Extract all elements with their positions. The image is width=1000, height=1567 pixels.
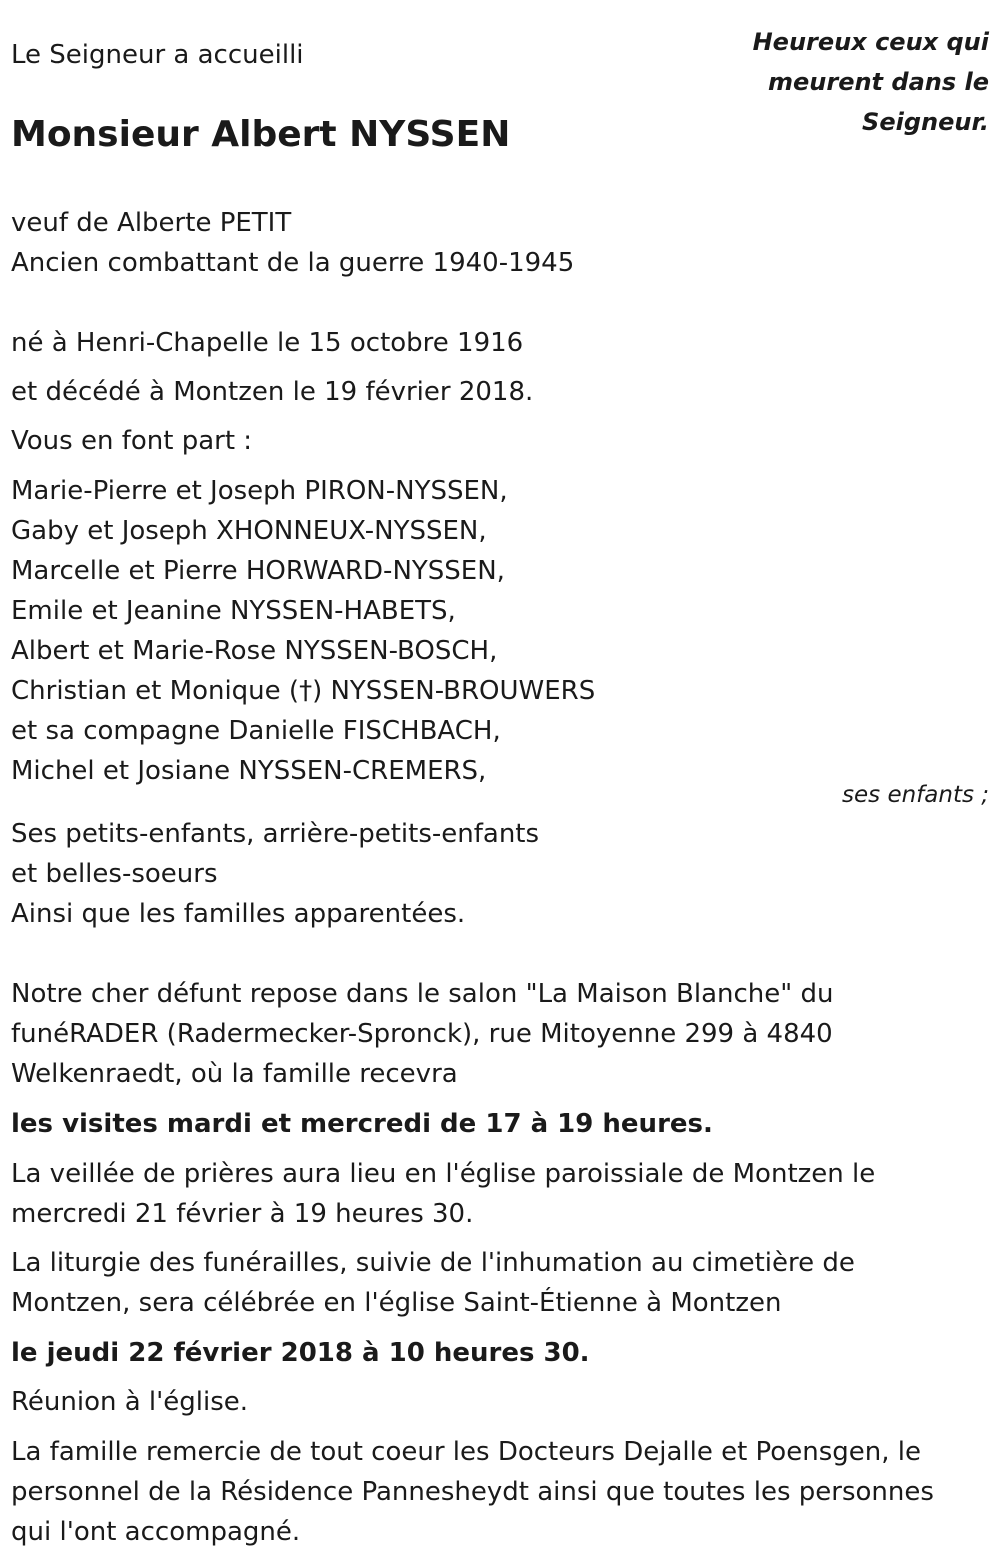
family-line: Ainsi que les familles apparentées. (11, 899, 466, 929)
repose-line: funéRADER (Radermecker-Spronck), rue Mitoyenne 299 à 4840 (11, 1019, 833, 1049)
repose-line: Notre cher défunt repose dans le salon "La Maison Blanche" du (11, 979, 834, 1009)
widower-line: veuf de Alberte PETIT (11, 208, 292, 238)
intro-line: Le Seigneur a accueilli (11, 40, 304, 70)
repose-line: Welkenraedt, où la famille recevra (11, 1059, 458, 1089)
thanks-line: La famille remercie de tout coeur les Docteurs Dejalle et Poensgen, le (11, 1437, 921, 1467)
family-line: et belles-soeurs (11, 859, 218, 889)
verse-line: Heureux ceux qui (752, 28, 989, 56)
thanks-line: personnel de la Résidence Pannesheydt ainsi que toutes les personnes (11, 1477, 934, 1507)
list-item: Christian et Monique (†) NYSSEN-BROUWERS (11, 676, 596, 706)
verse-quote (729, 22, 989, 142)
list-item: Albert et Marie-Rose NYSSEN-BOSCH, (11, 636, 498, 666)
veteran-line: Ancien combattant de la guerre 1940-1945 (11, 248, 575, 278)
list-item: et sa compagne Danielle FISCHBACH, (11, 716, 501, 746)
list-item: Marie-Pierre et Joseph PIRON-NYSSEN, (11, 476, 508, 506)
visits-line: les visites mardi et mercredi de 17 à 19 heures. (11, 1109, 713, 1139)
verse-line: Seigneur. (862, 108, 989, 136)
meeting-line: Réunion à l'église. (11, 1387, 249, 1417)
vigil-line: La veillée de prières aura lieu en l'église paroissiale de Montzen le (11, 1159, 876, 1189)
list-item: Emile et Jeanine NYSSEN-HABETS, (11, 596, 456, 626)
announce-line: Vous en font part : (11, 426, 253, 456)
death-line: et décédé à Montzen le 19 février 2018. (11, 377, 534, 407)
children-label: ses enfants ; (842, 782, 989, 808)
list-item: Gaby et Joseph XHONNEUX-NYSSEN, (11, 516, 487, 546)
family-line: Ses petits-enfants, arrière-petits-enfants (11, 819, 540, 849)
deceased-name: Monsieur Albert NYSSEN (11, 114, 511, 155)
birth-line: né à Henri-Chapelle le 15 octobre 1916 (11, 328, 524, 358)
list-item: Marcelle et Pierre HORWARD-NYSSEN, (11, 556, 505, 586)
thanks-line: qui l'ont accompagné. (11, 1517, 301, 1547)
vigil-line: mercredi 21 février à 19 heures 30. (11, 1199, 474, 1229)
list-item: Michel et Josiane NYSSEN-CREMERS, (11, 756, 487, 786)
verse-line: meurent dans le (767, 68, 989, 96)
liturgy-line: Montzen, sera célébrée en l'église Saint-Étienne à Montzen (11, 1288, 782, 1318)
funeral-date-line: le jeudi 22 février 2018 à 10 heures 30. (11, 1338, 590, 1368)
liturgy-line: La liturgie des funérailles, suivie de l'inhumation au cimetière de (11, 1248, 855, 1278)
